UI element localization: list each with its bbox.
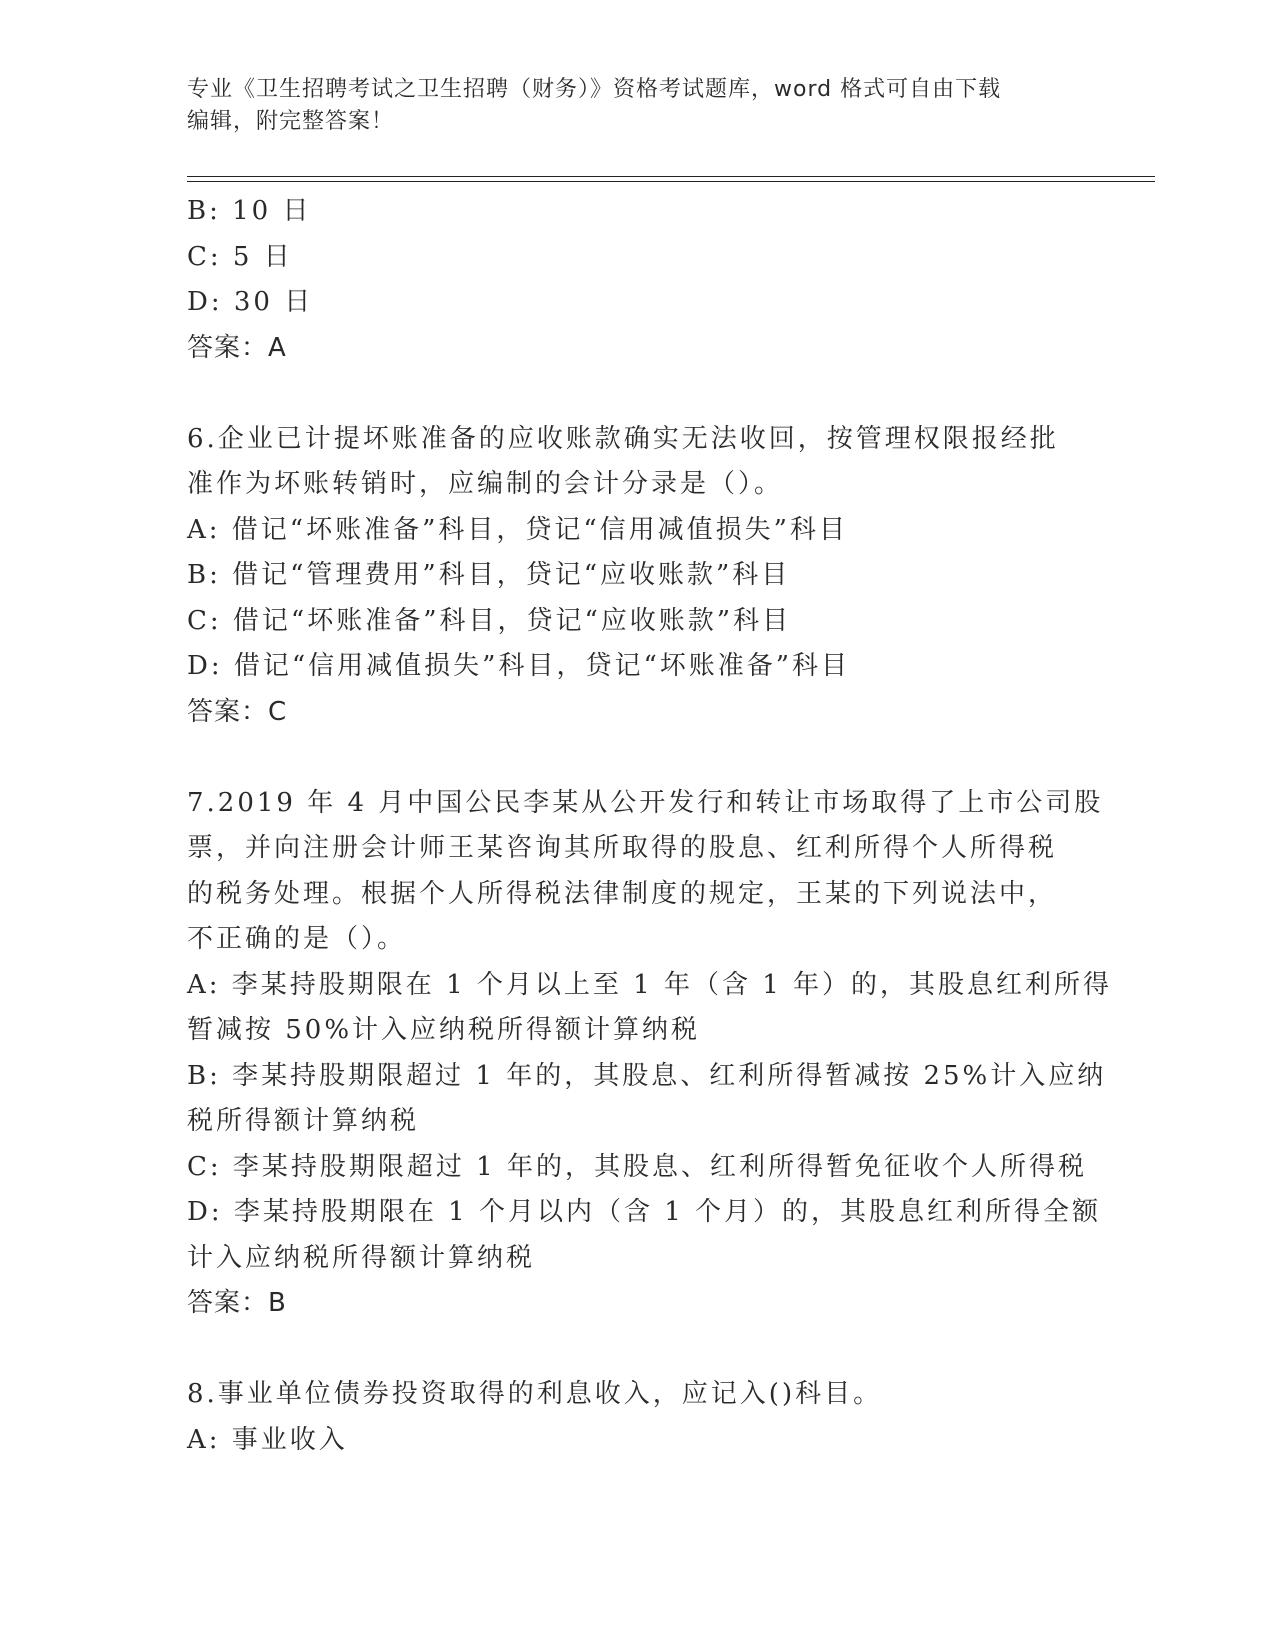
q7-stem-line-2: 票，并向注册会计师王某咨询其所取得的股息、红利所得个人所得税 [187, 833, 1058, 863]
q7-stem-line-4: 不正确的是（）。 [187, 924, 407, 954]
spacer [187, 1327, 1087, 1373]
q7-option-b-line-2: 税所得额计算纳税 [187, 1106, 420, 1136]
document-header [187, 74, 1067, 138]
q5-option-b: B: 10 日 [187, 196, 312, 226]
q8-stem: 8.事业单位债券投资取得的利息收入，应记入()科目。 [187, 1379, 883, 1409]
q7-option-d-line-1: D: 李某持股期限在 1 个月以内（含 1 个月）的，其股息红利所得全额 [187, 1197, 1102, 1227]
q7-option-b-line-1: B: 李某持股期限超过 1 年的，其股息、红利所得暂减按 25%计入应纳 [187, 1060, 1107, 1091]
q6-option-b: B: 借记“管理费用”科目，贷记“应收账款”科目 [187, 560, 791, 590]
q7-stem-line-1: 7.2019 年 4 月中国公民李某从公开发行和转让市场取得了上市公司股 [187, 787, 1104, 818]
q6-stem-line-1: 6.企业已计提坏账准备的应收账款确实无法收回，按管理权限报经批 [187, 423, 1059, 454]
header-divider-bottom [187, 181, 1155, 182]
q7-stem-line-3: 的税务处理。根据个人所得税法律制度的规定，王某的下列说法中， [187, 878, 1058, 909]
q6-option-c: C: 借记“坏账准备”科目，贷记“应收账款”科目 [187, 605, 792, 636]
spacer [187, 371, 1087, 417]
q7-answer: 答案：B [187, 1288, 287, 1318]
q6-option-d: D: 借记“信用减值损失”科目，贷记“坏账准备”科目 [187, 651, 851, 681]
spacer [187, 735, 1087, 781]
q7-option-c: C: 李某持股期限超过 1 年的，其股息、红利所得暂免征收个人所得税 [187, 1151, 1087, 1182]
question-content [187, 189, 1113, 1463]
q7-option-a-line-2: 暂减按 50%计入应纳税所得额计算纳税 [187, 1015, 701, 1045]
q7-option-a-line-1: A: 李某持股期限在 1 个月以上至 1 年（含 1 年）的，其股息红利所得 [187, 969, 1113, 1000]
question-8 [187, 1372, 1087, 1463]
question-5-tail [187, 189, 1087, 371]
question-6 [187, 417, 1087, 736]
question-7 [187, 781, 1113, 1327]
q8-option-a: A: 事业收入 [187, 1424, 348, 1455]
q6-stem-line-2: 准作为坏账转销时，应编制的会计分录是（）。 [187, 469, 784, 499]
q5-option-d: D: 30 日 [187, 287, 314, 317]
q7-option-d-line-2: 计入应纳税所得额计算纳税 [187, 1242, 536, 1273]
q6-option-a: A: 借记“坏账准备”科目，贷记“信用减值损失”科目 [187, 514, 848, 545]
header-title-line-1: 专业《卫生招聘考试之卫生招聘（财务）》资格考试题库，word 格式可自由下载 [187, 77, 1002, 102]
q5-option-c: C: 5 日 [187, 241, 293, 272]
header-divider-top [187, 176, 1155, 177]
q6-answer: 答案：C [187, 696, 288, 727]
header-title-line-2: 编辑，附完整答案！ [187, 109, 395, 134]
q5-answer: 答案：A [187, 332, 287, 363]
